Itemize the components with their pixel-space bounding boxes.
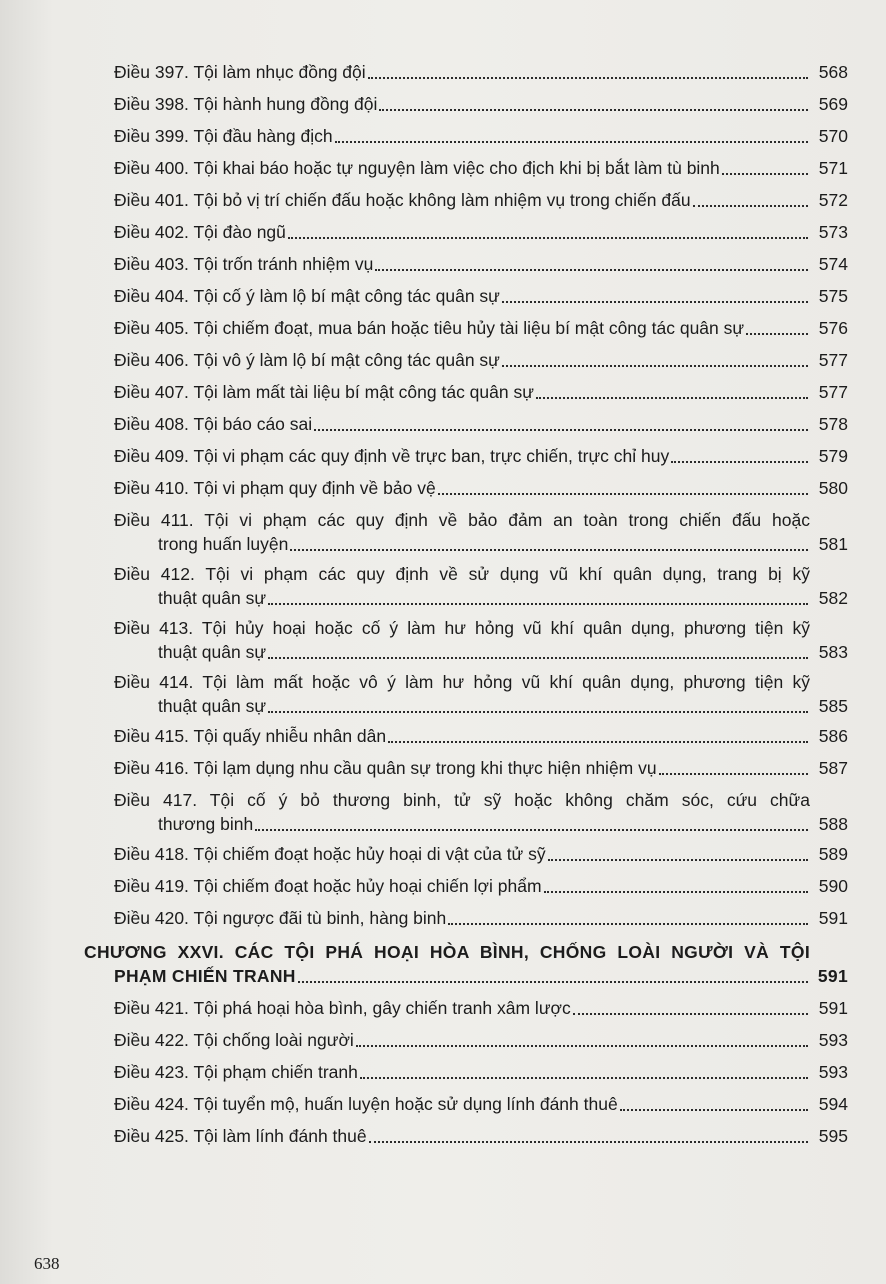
dot-leader bbox=[375, 268, 808, 271]
dot-leader bbox=[335, 140, 808, 143]
toc-group-d bbox=[84, 788, 848, 836]
dot-leader bbox=[544, 890, 808, 893]
toc-entry-title: Điều 410. Tội vi phạm quy định về bảo vệ bbox=[114, 478, 436, 498]
dot-leader bbox=[693, 204, 808, 207]
toc-group-f bbox=[84, 996, 848, 1148]
toc-entry-title-line2: thuật quân sự bbox=[158, 588, 267, 608]
toc-entry-page-number: 579 bbox=[818, 446, 848, 466]
dot-leader bbox=[356, 1044, 808, 1047]
toc-entry-page-number: 595 bbox=[818, 1126, 848, 1146]
toc-entry-title: Điều 419. Tội chiếm đoạt hoặc hủy hoại chiến lợi phẩm bbox=[114, 876, 542, 896]
toc-entry-page-number: 580 bbox=[818, 478, 848, 498]
toc-entry-page-number: 569 bbox=[818, 94, 848, 114]
chapter-heading bbox=[84, 940, 848, 988]
toc-entry-title: Điều 397. Tội làm nhục đồng đội bbox=[114, 62, 366, 82]
toc-entry-page-number: 590 bbox=[818, 876, 848, 896]
page-folio: 638 bbox=[34, 1254, 60, 1273]
toc-entry bbox=[84, 996, 848, 1020]
toc-entry-title: Điều 402. Tội đào ngũ bbox=[114, 222, 286, 242]
dot-leader bbox=[388, 740, 808, 743]
toc-entry-title: Điều 415. Tội quấy nhiễu nhân dân bbox=[114, 726, 387, 746]
toc-entry-title: Điều 418. Tội chiếm đoạt hoặc hủy hoại di vật của tử sỹ bbox=[114, 844, 546, 864]
dot-leader bbox=[268, 602, 808, 605]
dot-leader bbox=[255, 828, 808, 831]
dot-leader bbox=[746, 332, 808, 335]
dot-leader bbox=[360, 1076, 808, 1079]
toc-entry-page-number: 576 bbox=[818, 318, 848, 338]
toc-entry-title: Điều 420. Tội ngược đãi tù binh, hàng binh bbox=[114, 908, 447, 928]
table-of-contents bbox=[84, 60, 848, 1156]
toc-entry bbox=[84, 1124, 848, 1148]
toc-entry-title: Điều 399. Tội đầu hàng địch bbox=[114, 126, 333, 146]
dot-leader bbox=[722, 172, 808, 175]
dot-leader bbox=[314, 428, 808, 431]
toc-entry bbox=[84, 476, 848, 500]
toc-entry-title: Điều 423. Tội phạm chiến tranh bbox=[114, 1062, 358, 1082]
toc-entry-title: Điều 400. Tội khai báo hoặc tự nguyện làm việc cho địch khi bị bắt làm tù binh bbox=[114, 158, 720, 178]
toc-entry-title-line2: thương binh bbox=[158, 814, 254, 834]
toc-entry-title-line1: Điều 411. Tội vi phạm các quy định về bảo đảm an toàn trong chiến đấu hoặc bbox=[114, 510, 810, 530]
toc-entry bbox=[84, 124, 848, 148]
toc-group-c bbox=[84, 724, 848, 780]
toc-entry bbox=[84, 380, 848, 404]
chapter-title-line2: PHẠM CHIẾN TRANH bbox=[114, 966, 296, 986]
toc-entry-page-number: 570 bbox=[818, 126, 848, 146]
toc-entry-page-number: 574 bbox=[818, 254, 848, 274]
toc-entry-title: Điều 398. Tội hành hung đồng đội bbox=[114, 94, 378, 114]
chapter-title-line1: CHƯƠNG XXVI. CÁC TỘI PHÁ HOẠI HÒA BÌNH, CHỐNG LOÀI NGƯỜI VÀ TỘI bbox=[84, 942, 810, 962]
toc-entry bbox=[84, 92, 848, 116]
dot-leader bbox=[290, 548, 808, 551]
toc-entry-title-line1: Điều 417. Tội cố ý bỏ thương binh, tử sỹ hoặc không chăm sóc, cứu chữa bbox=[114, 790, 810, 810]
toc-entry bbox=[84, 788, 848, 836]
dot-leader bbox=[368, 76, 808, 79]
dot-leader bbox=[288, 236, 808, 239]
dot-leader bbox=[369, 1140, 808, 1143]
toc-entry-page-number: 591 bbox=[818, 908, 848, 928]
toc-entry-title-line1: Điều 413. Tội hủy hoại hoặc cố ý làm hư hỏng vũ khí quân dụng, phương tiện kỹ bbox=[114, 618, 810, 638]
toc-entry-page-number: 577 bbox=[818, 350, 848, 370]
toc-entry bbox=[84, 444, 848, 468]
dot-leader bbox=[438, 492, 808, 495]
toc-entry-page-number: 577 bbox=[818, 382, 848, 402]
toc-entry-title-line1: Điều 414. Tội làm mất hoặc vô ý làm hư hỏng vũ khí quân dụng, phương tiện kỹ bbox=[114, 672, 810, 692]
toc-entry-title-line2: thuật quân sự bbox=[158, 642, 267, 662]
toc-entry-page-number: 572 bbox=[818, 190, 848, 210]
toc-entry-title: Điều 425. Tội làm lính đánh thuê bbox=[114, 1126, 367, 1146]
toc-entry-title: Điều 422. Tội chống loài người bbox=[114, 1030, 354, 1050]
dot-leader bbox=[298, 980, 808, 983]
toc-entry bbox=[84, 316, 848, 340]
toc-entry-title: Điều 409. Tội vi phạm các quy định về trực ban, trực chiến, trực chỉ huy bbox=[114, 446, 670, 466]
toc-entry bbox=[84, 842, 848, 866]
toc-entry bbox=[84, 348, 848, 372]
toc-entry-page-number: 582 bbox=[818, 588, 848, 608]
toc-entry-page-number: 588 bbox=[818, 814, 848, 834]
toc-entry bbox=[84, 1092, 848, 1116]
toc-entry-page-number: 571 bbox=[818, 158, 848, 178]
toc-entry-page-number: 591 bbox=[818, 998, 848, 1018]
toc-entry-title: Điều 406. Tội vô ý làm lộ bí mật công tác quân sự bbox=[114, 350, 500, 370]
toc-entry-title-line1: Điều 412. Tội vi phạm các quy định về sử dụng vũ khí quân dụng, trang bị kỹ bbox=[114, 564, 810, 584]
toc-entry-page-number: 583 bbox=[818, 642, 848, 662]
toc-entry-title: Điều 408. Tội báo cáo sai bbox=[114, 414, 313, 434]
toc-entry bbox=[84, 562, 848, 610]
dot-leader bbox=[268, 710, 808, 713]
toc-entry bbox=[84, 616, 848, 664]
dot-leader bbox=[548, 858, 808, 861]
toc-entry bbox=[84, 756, 848, 780]
dot-leader bbox=[502, 300, 808, 303]
dot-leader bbox=[536, 396, 808, 399]
toc-entry bbox=[84, 60, 848, 84]
toc-entry-page-number: 573 bbox=[818, 222, 848, 242]
toc-entry-title: Điều 404. Tội cố ý làm lộ bí mật công tác quân sự bbox=[114, 286, 500, 306]
chapter-page-number: 591 bbox=[817, 966, 848, 986]
toc-entry-page-number: 594 bbox=[818, 1094, 848, 1114]
toc-entry-title: Điều 407. Tội làm mất tài liệu bí mật công tác quân sự bbox=[114, 382, 534, 402]
toc-entry-page-number: 587 bbox=[818, 758, 848, 778]
dot-leader bbox=[448, 922, 808, 925]
toc-entry bbox=[84, 220, 848, 244]
toc-entry-page-number: 593 bbox=[818, 1030, 848, 1050]
dot-leader bbox=[671, 460, 808, 463]
toc-entry bbox=[84, 1060, 848, 1084]
toc-entry-title: Điều 421. Tội phá hoại hòa bình, gây chiến tranh xâm lược bbox=[114, 998, 571, 1018]
toc-group-a bbox=[84, 60, 848, 500]
dot-leader bbox=[620, 1108, 808, 1111]
toc-entry-page-number: 578 bbox=[818, 414, 848, 434]
toc-entry-page-number: 575 bbox=[818, 286, 848, 306]
toc-entry bbox=[84, 188, 848, 212]
toc-entry bbox=[84, 284, 848, 308]
toc-group-b bbox=[84, 508, 848, 718]
toc-entry-title: Điều 401. Tội bỏ vị trí chiến đấu hoặc không làm nhiệm vụ trong chiến đấu bbox=[114, 190, 691, 210]
toc-entry bbox=[84, 906, 848, 930]
toc-entry bbox=[84, 670, 848, 718]
toc-entry-title: Điều 416. Tội lạm dụng nhu cầu quân sự trong khi thực hiện nhiệm vụ bbox=[114, 758, 657, 778]
dot-leader bbox=[659, 772, 808, 775]
dot-leader bbox=[502, 364, 808, 367]
toc-group-e bbox=[84, 842, 848, 930]
dot-leader bbox=[573, 1012, 808, 1015]
toc-entry-page-number: 589 bbox=[818, 844, 848, 864]
toc-entry bbox=[84, 874, 848, 898]
dot-leader bbox=[379, 108, 808, 111]
toc-entry-page-number: 568 bbox=[818, 62, 848, 82]
toc-entry-page-number: 586 bbox=[818, 726, 848, 746]
toc-entry bbox=[84, 508, 848, 556]
toc-entry bbox=[84, 412, 848, 436]
toc-entry bbox=[84, 1028, 848, 1052]
toc-entry-page-number: 593 bbox=[818, 1062, 848, 1082]
toc-entry bbox=[84, 156, 848, 180]
toc-entry bbox=[84, 724, 848, 748]
toc-entry-title: Điều 424. Tội tuyển mộ, huấn luyện hoặc sử dụng lính đánh thuê bbox=[114, 1094, 618, 1114]
toc-entry-title-line2: thuật quân sự bbox=[158, 696, 267, 716]
dot-leader bbox=[268, 656, 808, 659]
toc-entry-title: Điều 403. Tội trốn tránh nhiệm vụ bbox=[114, 254, 374, 274]
toc-entry bbox=[84, 252, 848, 276]
toc-entry-page-number: 585 bbox=[818, 696, 848, 716]
toc-entry-title-line2: trong huấn luyện bbox=[158, 534, 289, 554]
toc-entry-page-number: 581 bbox=[818, 534, 848, 554]
toc-entry-title: Điều 405. Tội chiếm đoạt, mua bán hoặc tiêu hủy tài liệu bí mật công tác quân sự bbox=[114, 318, 745, 338]
